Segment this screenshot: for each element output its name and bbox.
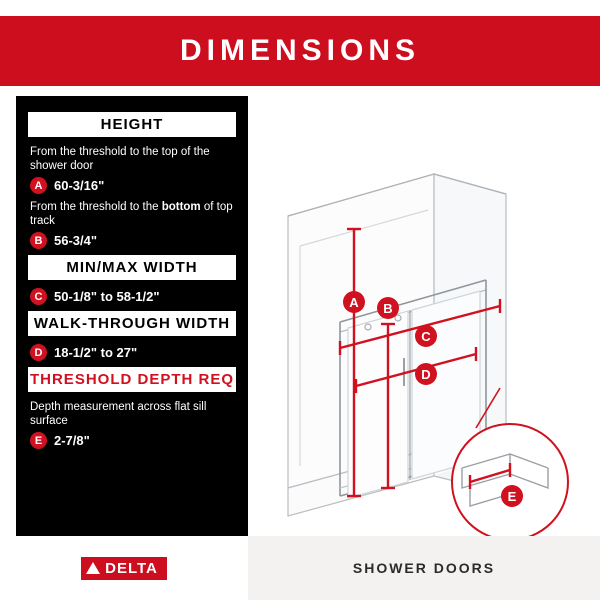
threshold-item-e [30,432,236,449]
drawing-callout-b-label: B [383,301,393,316]
callout-badge-d: D [30,344,47,361]
section-title-height: HEIGHT [28,112,236,137]
drawing-callout-e [501,485,523,507]
section-title-walkthrough-width: WALK-THROUGH WIDTH [28,311,236,336]
delta-logo [81,557,167,580]
walkthrough-item-d [30,344,236,361]
header-banner [0,16,600,86]
section-title-minmax-width: MIN/MAX WIDTH [28,255,236,280]
drawing-callout-a-label: A [349,295,359,310]
delta-triangle-icon [86,562,100,574]
drawing-callout-a [343,291,365,313]
height-item-b [30,232,236,249]
minmax-value-c: 50-1/8" to 58-1/2" [54,289,160,304]
height-item-b-description [30,200,236,228]
callout-badge-c: C [30,288,47,305]
walkthrough-value-d: 18-1/2" to 27" [54,345,138,360]
height-value-a: 60-3/16" [54,178,105,193]
shower-door-drawing [248,96,584,536]
drawing-callout-b [377,297,399,319]
delta-logo-text: DELTA [105,559,158,577]
minmax-item-c [30,288,236,305]
threshold-description: Depth measurement across flat sill surface [30,401,207,427]
drawing-callout-c-label: C [421,329,431,344]
specs-panel [16,96,248,536]
height-b-desc-bold: bottom [161,201,201,213]
height-item-a-description: From the threshold to the top of the shower door [30,146,210,172]
drawing-callout-c [415,325,437,347]
callout-badge-a: A [30,177,47,194]
drawing-callout-d [415,363,437,385]
page-title: DIMENSIONS [179,34,421,67]
height-b-desc-pre: From the threshold to the [30,201,162,213]
footer-category-label: SHOWER DOORS [352,560,496,576]
threshold-value-e: 2-7/8" [54,433,90,448]
footer-brand-area [0,536,248,600]
height-item-a [30,177,236,194]
callout-badge-e: E [30,432,47,449]
section-title-threshold-depth: THRESHOLD DEPTH REQ [28,367,236,392]
drawing-callout-e-label: E [507,489,517,504]
drawing-callout-d-label: D [421,367,431,382]
height-value-b: 56-3/4" [54,233,98,248]
footer-category-area [248,536,600,600]
height-b-desc-post: of top track [30,201,233,227]
callout-badge-b: B [30,232,47,249]
footer-bar [0,536,600,600]
